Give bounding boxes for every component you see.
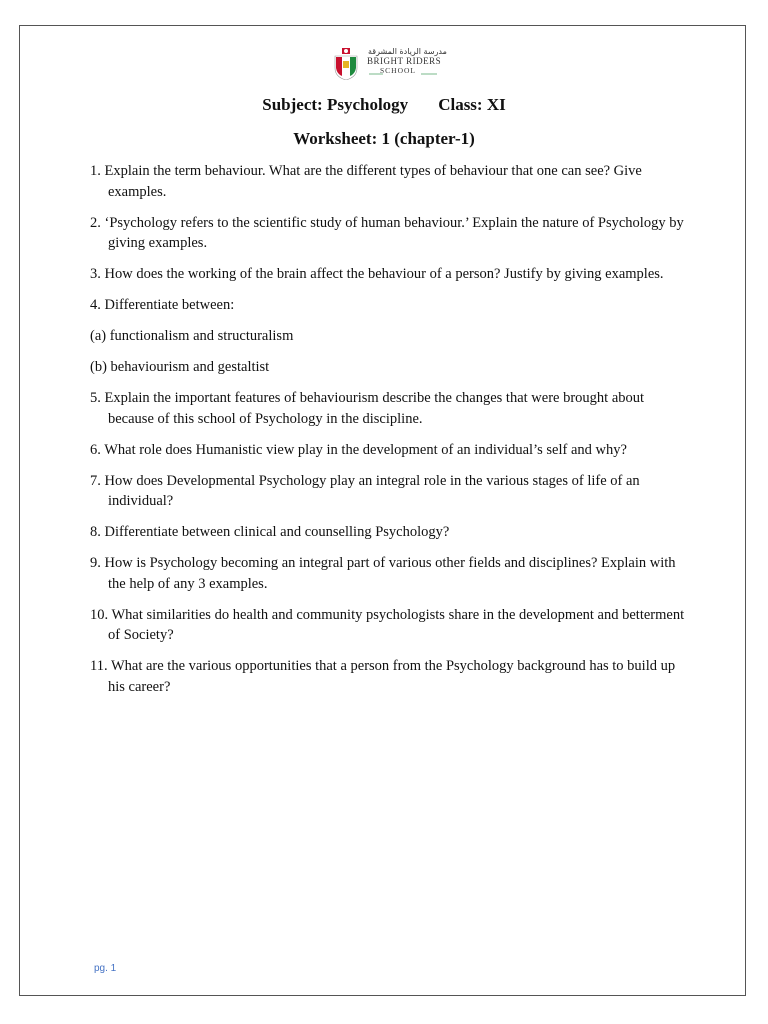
logo-name-line2: SCHOOL [380,66,417,75]
logo-arabic-name: مدرسة الريادة المشرقة [368,47,447,56]
question-9: 9. How is Psychology becoming an integral part of various other fields and disciplines? Explain with the help of any 3 examples. [90,555,676,592]
worksheet-title: Worksheet: 1 (chapter-1) [293,129,475,148]
crest-icon [335,48,357,80]
question-4b: (b) behaviourism and gestaltist [90,359,270,375]
class-label: Class: XI [438,95,506,114]
question-1: 1. Explain the term behaviour. What are the different types of behaviour that one can see? Give examples. [90,163,642,200]
question-3: 3. How does the working of the brain affect the behaviour of a person? Justify by giving examples. [90,266,664,282]
page-number: pg. 1 [94,963,117,974]
question-4a: (a) functionalism and structuralism [90,328,294,344]
question-5: 5. Explain the important features of behaviourism describe the changes that were brought about because of this school of Psychology in the discipline. [90,390,645,427]
question-2: 2. ‘Psychology refers to the scientific study of human behaviour.’ Explain the nature of Psychology by giving examples. [90,214,684,251]
question-8: 8. Differentiate between clinical and counselling Psychology? [90,524,450,540]
logo-name-line1: BRIGHT RIDERS [367,56,442,66]
question-11: 11. What are the various opportunities that a person from the Psychology background has to build up his career? [90,658,676,695]
question-list [90,161,690,708]
question-7: 7. How does Developmental Psychology play an integral role in the various stages of life of an individual? [90,472,640,509]
question-4: 4. Differentiate between: [90,297,235,313]
subject-class-heading [0,95,768,115]
question-6: 6. What role does Humanistic view play in the development of an individual’s self and why? [90,441,627,458]
subject-label: Subject: Psychology [262,95,409,114]
question-10: 10. What similarities do health and community psychologists share in the development and betterment of Society? [90,606,685,643]
